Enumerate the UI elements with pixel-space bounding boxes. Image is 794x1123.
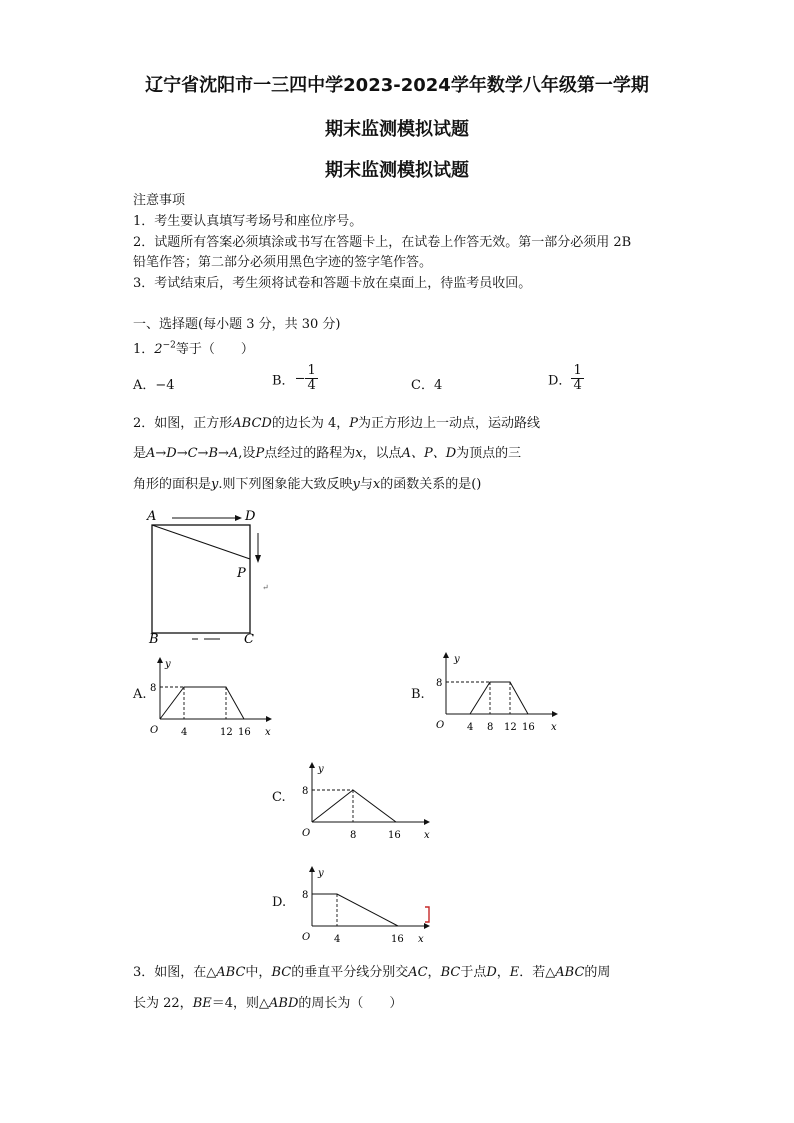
q3-line-1 [133, 961, 610, 980]
return-mark: ↵ [262, 583, 269, 592]
x-axis-label: x [424, 830, 430, 841]
y-tick-label: 8 [302, 890, 309, 901]
q3-text: ＝4，则△ [211, 996, 270, 1011]
arrow-head-right-icon [235, 515, 242, 521]
q2-option-a-graph[interactable] [148, 655, 278, 745]
q3-text: ．若△ [519, 965, 556, 980]
x-axis-label: x [265, 727, 271, 738]
q2-option-b-graph[interactable] [434, 650, 564, 740]
q2-option-d-graph[interactable] [300, 864, 440, 954]
q1-option-c[interactable] [411, 374, 442, 393]
q3-text: ， [427, 965, 441, 980]
x-axis-label: x [418, 934, 424, 945]
q3-text: ， [496, 965, 510, 980]
q2-text: ，以点 [362, 446, 402, 461]
x-tick-label: 4 [467, 722, 474, 733]
x-tick-label: 16 [238, 727, 251, 738]
q1-option-b-sign: − [294, 371, 306, 387]
q3-text: 于点 [460, 965, 487, 980]
y-tick-label: 8 [302, 786, 309, 797]
q3-text: 的垂直平分线分别交 [291, 965, 409, 980]
x-tick-label: 16 [391, 934, 404, 945]
q3-math: ABD [269, 996, 299, 1011]
y-axis-arrow-icon [157, 657, 163, 663]
x-axis-label: x [551, 722, 557, 733]
q2-square-figure [140, 505, 280, 645]
y-axis-label: y [454, 654, 460, 665]
q2-option-b-label[interactable]: B. [411, 687, 425, 702]
q3-text: 3．如图，在△ [133, 965, 217, 980]
label-a: A [147, 509, 157, 524]
y-axis-arrow-icon [309, 762, 315, 768]
q3-line-2 [133, 992, 402, 1011]
q2-text: 的边长为 4， [271, 416, 350, 431]
q2-math: y [352, 477, 360, 492]
q1-option-d-denominator: 4 [573, 378, 582, 394]
q1-number: 1． [133, 342, 155, 357]
q2-math: P [349, 416, 358, 431]
square-outline [152, 525, 250, 633]
y-tick-label: 8 [436, 678, 443, 689]
q1-stem-suffix: 等于（ ） [175, 342, 254, 357]
q2-line-2 [133, 442, 521, 461]
x-axis-arrow-icon [424, 819, 430, 825]
q1-option-b[interactable] [272, 364, 318, 394]
q1-option-a[interactable] [133, 374, 175, 393]
label-c: C [244, 632, 254, 645]
x-tick-label: 16 [522, 722, 535, 733]
q3-math: D [486, 965, 497, 980]
q2-math: ABCD [232, 416, 272, 431]
x-tick-label: 4 [334, 934, 341, 945]
q2-text: .则下列图象能大致反映 [218, 477, 353, 492]
notice-item-3: 3．考试结束后，考生须将试卷和答题卡放在桌面上，待监考员收回。 [133, 276, 532, 291]
section-1-heading: 一、选择题(每小题 3 分，共 30 分) [133, 317, 341, 332]
q3-math: BE [192, 996, 212, 1011]
origin-label: O [150, 725, 159, 736]
x-tick-label: 4 [181, 727, 188, 738]
label-b: B [149, 632, 159, 645]
function-curve [470, 682, 528, 714]
q2-text: 2．如图，正方形 [133, 416, 233, 431]
q2-text: 为正方形边上一动点，运动路线 [358, 416, 541, 431]
notice-item-1: 1．考生要认真填写考场号和座位序号。 [133, 214, 363, 229]
q2-text: 角形的面积是 [133, 477, 212, 492]
q2-option-a-label[interactable]: A. [133, 687, 147, 702]
label-d: D [245, 509, 256, 524]
x-tick-label: 8 [350, 830, 357, 841]
q2-math: y [211, 477, 219, 492]
q1-option-d[interactable] [548, 364, 584, 394]
q2-math: x [372, 477, 381, 492]
x-tick-label: 8 [487, 722, 494, 733]
function-curve [312, 790, 396, 822]
q3-math: ABC [555, 965, 585, 980]
q1-option-a-value: −4 [155, 378, 175, 393]
q3-math: BC [440, 965, 461, 980]
red-bracket-shape [425, 907, 429, 922]
q3-math: E [509, 965, 520, 980]
q2-text: 为顶点的三 [456, 446, 522, 461]
y-tick-label: 8 [150, 683, 157, 694]
q1-option-b-label: B． [272, 373, 295, 389]
q2-option-d-label[interactable]: D. [272, 895, 287, 910]
q2-option-c-label[interactable]: C. [272, 790, 286, 805]
x-tick-label: 12 [220, 727, 233, 738]
q2-math: P [255, 446, 265, 461]
red-bracket-mark [424, 906, 432, 924]
q3-text: 长为 22， [133, 996, 193, 1011]
q1-option-c-value: 4 [433, 378, 443, 393]
q2-math: A→D→C→B→A [146, 446, 239, 461]
y-axis-label: y [318, 764, 324, 775]
q2-math: A、P、D [401, 446, 457, 461]
title-line-3: 期末监测模拟试题 [325, 160, 469, 181]
y-axis-label: y [165, 659, 171, 670]
x-axis-arrow-icon [552, 711, 558, 717]
function-curve [312, 894, 398, 926]
q2-text: 是 [133, 446, 147, 461]
q3-math: AC [408, 965, 428, 980]
origin-label: O [302, 932, 311, 943]
arrow-head-down-icon [255, 555, 261, 563]
y-axis-label: y [318, 868, 324, 879]
q3-math: ABC [216, 965, 246, 980]
q2-line-1 [133, 412, 540, 431]
q2-math: x [355, 446, 363, 461]
q2-line-3 [133, 473, 481, 492]
q1-option-b-numerator: 1 [307, 363, 316, 378]
origin-label: O [302, 828, 311, 839]
y-axis-arrow-icon [309, 866, 315, 872]
q1-option-b-denominator: 4 [307, 378, 316, 394]
y-axis-arrow-icon [443, 652, 449, 658]
x-tick-label: 16 [388, 830, 401, 841]
notice-item-2a: 2．试题所有答案必须填涂或书写在答题卡上，在试卷上作答无效。第一部分必须用 2B [133, 235, 632, 250]
x-tick-label: 12 [504, 722, 517, 733]
title-line-2: 期末监测模拟试题 [325, 119, 469, 140]
title-line-1: 辽宁省沈阳市一三四中学2023-2024学年数学八年级第一学期 [145, 75, 649, 96]
q2-text: 与 [359, 477, 373, 492]
q1-option-d-label: D． [548, 373, 572, 389]
origin-label: O [436, 720, 445, 731]
q3-text: 的周 [584, 965, 611, 980]
q3-text: 的周长为（ ） [298, 996, 403, 1011]
function-curve [160, 687, 244, 719]
q1-option-a-label: A． [133, 378, 156, 393]
q2-text: ,设 [238, 446, 256, 461]
q1-exponent: −2 [162, 340, 176, 351]
q2-option-c-graph[interactable] [300, 760, 440, 850]
q3-text: 中， [245, 965, 272, 980]
q1-stem [133, 338, 254, 357]
notice-item-2b: 铅笔作答；第二部分必须用黑色字迹的签字笔作答。 [133, 255, 433, 270]
notice-heading: 注意事项 [133, 193, 186, 208]
q1-base: 2 [154, 342, 163, 357]
label-p: P [237, 566, 246, 581]
q1-option-c-label: C． [411, 378, 434, 393]
q3-math: BC [271, 965, 292, 980]
x-axis-arrow-icon [266, 716, 272, 722]
q2-text: 的函数关系的是() [380, 477, 482, 492]
segment-ap [152, 525, 250, 559]
q1-option-d-numerator: 1 [573, 363, 582, 378]
q2-text: 点经过的路程为 [264, 446, 356, 461]
